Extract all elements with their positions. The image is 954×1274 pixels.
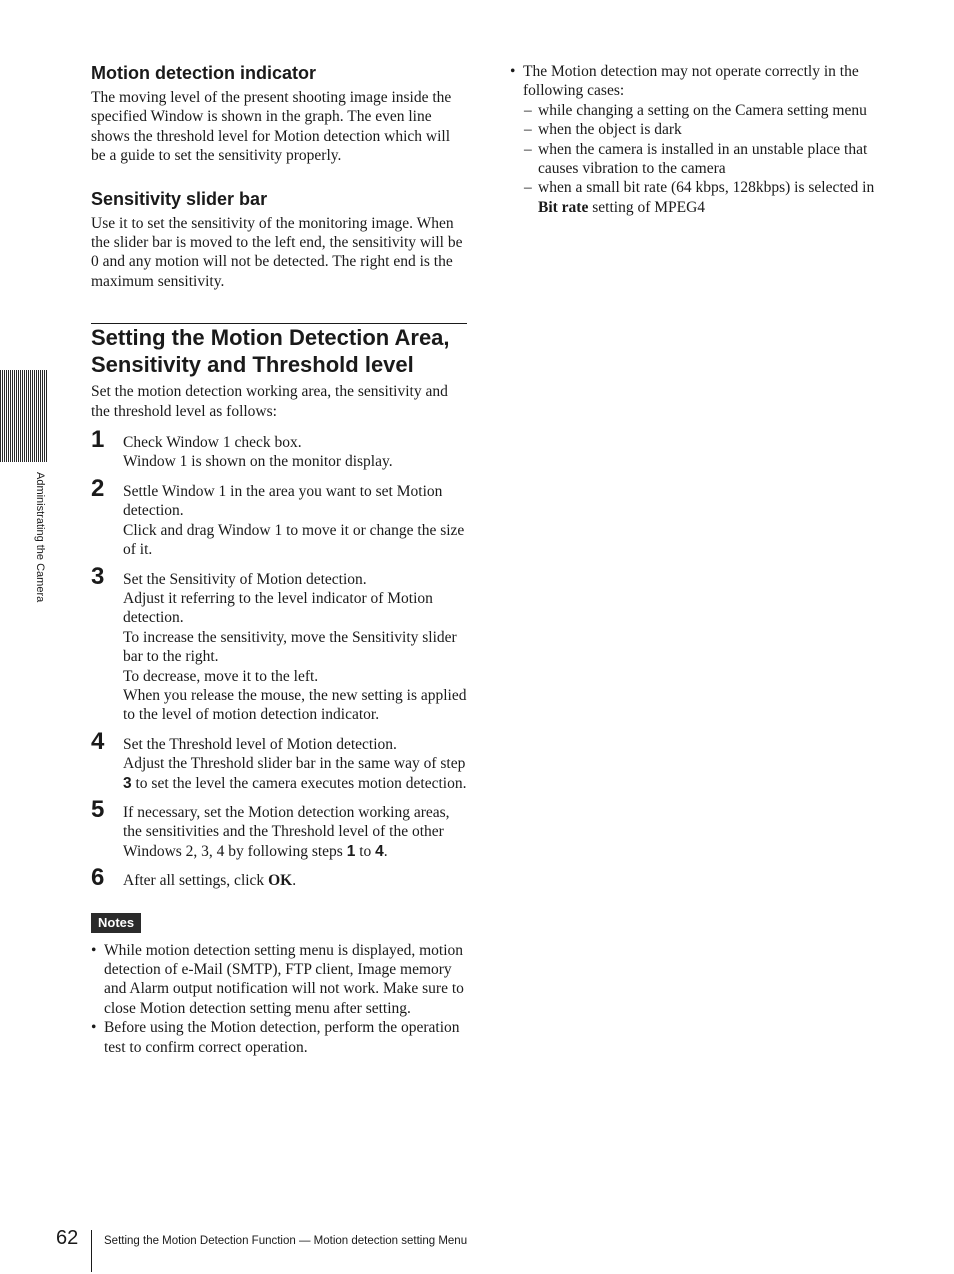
step-number: 4 <box>91 727 105 755</box>
note-text: Before using the Motion detection, perform the operation test to confirm correct operation. <box>104 1019 460 1056</box>
dash-marker: – <box>524 140 532 158</box>
slider-section <box>91 188 467 292</box>
case-item <box>510 140 890 179</box>
step-line: Set the Sensitivity of Motion detection. <box>123 570 367 588</box>
step-line: To increase the sensitivity, move the Sensitivity slider bar to the right. <box>123 628 457 666</box>
right-column <box>510 62 890 217</box>
indicator-section <box>91 62 467 166</box>
indicator-body: The moving level of the present shooting image inside the specified Window is shown in the graph. The even line shows the threshold level for Motion detection which will be a guide to set the sensitivity properly. <box>91 89 452 165</box>
step-4 <box>91 727 467 793</box>
step-line <box>123 803 467 861</box>
step-line: Check Window 1 check box. <box>123 434 302 452</box>
page-number: 62 <box>56 1227 79 1249</box>
section-intro: Set the motion detection working area, the sensitivity and the threshold level as follows: <box>91 383 448 420</box>
step-reference: 1 <box>346 842 356 860</box>
note-item <box>91 941 467 1019</box>
left-column <box>91 62 467 1057</box>
running-footer: Setting the Motion Detection Function — Motion detection setting Menu <box>104 1235 468 1247</box>
note-item <box>91 1018 467 1057</box>
bullet-dot: • <box>510 63 516 80</box>
step-text: . <box>292 872 297 890</box>
step-text: to set the level the camera executes motion detection. <box>131 774 467 792</box>
case-text: when a small bit rate (64 kbps, 128kbps) is selected in Bit rate setting of MPEG4 <box>538 179 875 216</box>
caution-text: The Motion detection may not operate correctly in the following cases: <box>523 63 859 100</box>
bullet-dot: • <box>91 1019 97 1037</box>
step-line: Adjust it referring to the level indicator of Motion detection. <box>123 589 433 627</box>
step-line: Settle Window 1 in the area you want to set Motion detection. <box>123 482 443 520</box>
step-reference: 4 <box>375 842 384 860</box>
case-text: while changing a setting on the Camera setting menu <box>538 101 867 119</box>
step-text: . <box>383 842 388 860</box>
case-item <box>510 178 890 217</box>
case-text: when the object is dark <box>538 121 682 139</box>
dash-marker: – <box>524 101 532 119</box>
procedure-section <box>91 323 467 1057</box>
step-reference: 3 <box>123 774 132 792</box>
section-tab-label: Administrating the Camera <box>34 472 46 603</box>
dash-marker: – <box>524 121 532 139</box>
step-line <box>123 754 467 793</box>
case-item <box>510 101 890 120</box>
slider-heading: Sensitivity slider bar <box>91 188 268 209</box>
step-line: Click and drag Window 1 to move it or change the size of it. <box>123 521 465 559</box>
slider-body: Use it to set the sensitivity of the monitoring image. When the slider bar is moved to the left end, the sensitivity will be 0 and any motion will not be detected. The right end is the maximum sensitivity. <box>91 214 463 290</box>
footer-divider <box>91 1230 92 1272</box>
step-number: 5 <box>91 795 105 823</box>
step-2 <box>91 474 467 560</box>
step-line: Window 1 is shown on the monitor display. <box>123 453 393 471</box>
case-item <box>510 120 890 139</box>
bit-rate-term: Bit rate <box>538 198 589 216</box>
step-number: 6 <box>91 864 105 892</box>
step-text: Adjust the Threshold slider bar in the same way of step <box>123 755 466 773</box>
indicator-heading: Motion detection indicator <box>91 63 316 83</box>
step-text: to <box>355 842 376 860</box>
section-tab-marker <box>0 370 47 462</box>
step-1 <box>91 426 467 472</box>
step-3 <box>91 562 467 725</box>
step-line: When you release the mouse, the new setting is applied to the level of motion detection indicator. <box>123 686 467 724</box>
step-line: To decrease, move it to the left. <box>123 667 319 685</box>
step-line <box>123 871 467 890</box>
step-5 <box>91 795 467 861</box>
step-text: If necessary, set the Motion detection working areas, the sensitivities and the Threshold level of the other Windows 2, 3, 4 by following steps <box>123 803 450 860</box>
step-6 <box>91 864 467 892</box>
notes-badge: Notes <box>91 913 141 933</box>
step-number: 1 <box>91 426 105 454</box>
section-heading: Setting the Motion Detection Area, Sensitivity and Threshold level <box>91 325 450 378</box>
step-line: Set the Threshold level of Motion detection. <box>123 735 397 753</box>
dash-marker: – <box>524 179 532 197</box>
ok-term: OK <box>268 872 293 890</box>
note-text: While motion detection setting menu is displayed, motion detection of e-Mail (SMTP), FTP client, Image memory and Alarm output notification will not work. Make sure to close Motion detection setting menu after setting. <box>104 941 464 1017</box>
caution-item <box>510 62 890 101</box>
bullet-dot: • <box>91 941 97 959</box>
case-text: when the camera is installed in an unstable place that causes vibration to the camera <box>538 140 868 178</box>
step-number: 3 <box>91 562 105 590</box>
step-text: After all settings, click <box>123 872 269 890</box>
step-number: 2 <box>91 474 105 502</box>
